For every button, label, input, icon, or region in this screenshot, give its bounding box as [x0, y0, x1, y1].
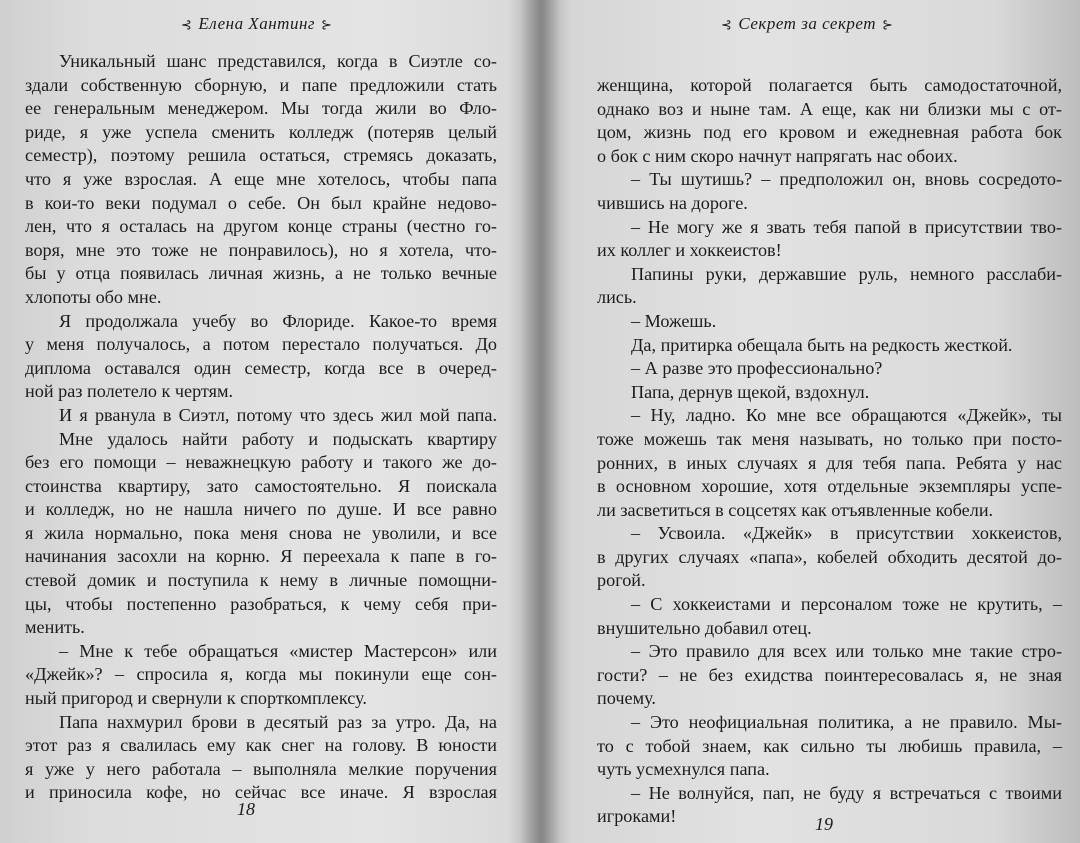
text-line: – Можешь. — [631, 310, 717, 331]
text-line: внушительно добавил отец. — [597, 617, 812, 638]
text-line: чуть усмехнулся папа. — [597, 759, 770, 780]
header-ornament-left: ⊰ — [721, 17, 733, 32]
text-line: Уникальный шанс представился, когда в Сиэтле со- — [59, 51, 497, 71]
text-line: стоинства квартиру, зато самостоятельно. Я поискала — [25, 475, 497, 496]
text-line: в других случаях «папа», кобелей обходить десятой до- — [597, 546, 1062, 567]
text-line: здали собственную сборную, и папе предложили стать — [25, 74, 497, 95]
text-line: лен, что я осталась на другом конце страны (честно го- — [25, 216, 497, 237]
left-page — [0, 0, 535, 843]
text-line: ее генеральным менеджером. Мы тогда жили во Фло- — [25, 98, 497, 119]
text-line: Папа, дернув щекой, вздохнул. — [631, 381, 870, 402]
text-line: о бок с ним скоро начнут напрягать нас обоих. — [597, 145, 958, 166]
text-line: – Ты шутишь? – предположил он, вновь сосредото- — [631, 169, 1062, 190]
text-line: женщина, которой полагается быть самодостаточной, — [597, 75, 1062, 95]
text-line: у меня получалось, а потом перестало получаться. До — [25, 334, 497, 355]
text-line: цом, жизнь под его кровом и ежедневная работа бок — [597, 122, 1062, 143]
text-line: то с тобой знаем, как сильно ты любишь правила, – — [597, 735, 1062, 756]
left-running-header — [175, 14, 338, 34]
text-line: Папа нахмурил брови в десятый раз за утро. Да, на — [59, 711, 497, 732]
text-line: бы у отца появилась личная жизнь, а не только вечные — [25, 263, 497, 284]
text-line: чившись на дороге. — [597, 192, 748, 213]
text-line: стевой домик и поступила к нему в личные помощни- — [25, 570, 497, 591]
text-line: что я уже взрослая. А еще мне хотелось, чтобы папа — [25, 168, 497, 189]
text-line: и колледж, но не нашла ничего по душе. И все равно — [25, 499, 497, 520]
text-line: Да, притирка обещала быть на редкость жесткой. — [631, 334, 1013, 355]
text-line: – Ну, ладно. Ко мне все обращаются «Джейк», ты — [631, 405, 1062, 426]
text-line: ный пригород и свернули к спорткомплексу. — [25, 688, 367, 709]
text-line: ли засветиться в соцсетях как отъявленные кобели. — [597, 499, 994, 520]
text-line: игроками! — [597, 806, 677, 827]
text-line: Мне удалось найти работу и подыскать квартиру — [59, 428, 497, 449]
text-line: тоже можешь так меня называть, но только при посто- — [597, 428, 1062, 449]
left-page-number: 18 — [237, 799, 255, 819]
header-ornament-right: ⊱ — [882, 17, 894, 32]
text-line: – Усвоила. «Джейк» в присутствии хоккеистов, — [631, 523, 1062, 544]
text-line: их коллег и хоккеистов! — [597, 240, 782, 261]
right-page — [545, 0, 1080, 843]
text-line: в кои-то веки подумал о себе. Он был крайне недово- — [25, 192, 497, 213]
text-line: «Джейк»? – спросила я, когда мы покинули еще сон- — [25, 664, 497, 685]
text-line: гости? – не без ехидства поинтересовалась я, не зная — [597, 664, 1062, 685]
text-line: начинания засохли на корню. Я переехала к папе в го- — [25, 546, 497, 567]
text-line: без его помощи – неважнецкую работу и такого же до- — [25, 452, 497, 473]
text-line: цы, чтобы постепенно разобраться, к чему себя при- — [25, 593, 497, 614]
right-page-text — [597, 74, 1062, 829]
text-line: рогой. — [597, 570, 646, 591]
text-line: – С хоккеистами и персоналом тоже не крутить, – — [631, 594, 1062, 615]
text-line: – Не могу же я звать тебя папой в присутствии тво- — [631, 216, 1062, 237]
text-line: Папины руки, державшие руль, немного расслаби- — [631, 263, 1062, 284]
text-line: я жила нормально, пока меня снова не уволили, и все — [25, 522, 497, 543]
text-line: И я рванула в Сиэтл, потому что здесь жил мой папа. — [59, 404, 497, 425]
text-line: риде, я уже успела сменить колледж (потеряв целый — [25, 121, 497, 142]
text-line: я уже у него работала – выполняла мелкие поручения — [25, 758, 497, 779]
text-line: и приносила кофе, но сейчас все иначе. Я взрослая — [25, 782, 497, 803]
right-running-header — [715, 14, 899, 34]
text-line: ронних, в иных случаях я для тебя папа. Ребята у нас — [597, 452, 1062, 473]
text-line: – Мне к тебе обращаться «мистер Мастерсон» или — [59, 640, 497, 661]
text-line: почему. — [597, 688, 656, 709]
text-line: ной раз полетело к чертям. — [25, 381, 234, 402]
text-line: лись. — [597, 287, 637, 308]
text-line: семестр), поэтому решила остаться, стремясь доказать, — [25, 145, 497, 166]
text-line: однако воз и ныне там. А еще, как ни близки мы с от- — [597, 98, 1062, 119]
text-line: этот раз я свалилась ему как снег на голову. В юности — [25, 735, 497, 756]
text-line: воря, мне это тоже не понравилось), но я хотела, что- — [25, 239, 497, 260]
left-page-text — [25, 50, 497, 805]
text-line: – Это неофициальная политика, а не правило. Мы- — [631, 712, 1062, 733]
text-line: – Не волнуйся, пап, не буду я встречаться с твоими — [631, 782, 1062, 803]
header-ornament-right: ⊱ — [321, 17, 333, 32]
text-line: хлопоты обо мне. — [25, 286, 162, 307]
text-line: в основном хорошие, хотя отдельные экземпляры успе- — [597, 476, 1062, 497]
text-line: – А разве это профессионально? — [631, 358, 883, 379]
text-line: диплома оставался один семестр, когда все в очеред- — [25, 357, 497, 378]
text-line: менить. — [25, 617, 85, 638]
text-line: – Это правило для всех или только мне такие стро- — [631, 641, 1062, 662]
text-line: Я продолжала учебу во Флориде. Какое-то время — [59, 310, 497, 331]
right-page-number: 19 — [815, 814, 833, 834]
running-header-author: Елена Хантинг — [198, 14, 316, 33]
running-header-title: Секрет за секрет — [738, 14, 877, 33]
header-ornament-left: ⊰ — [181, 17, 193, 32]
